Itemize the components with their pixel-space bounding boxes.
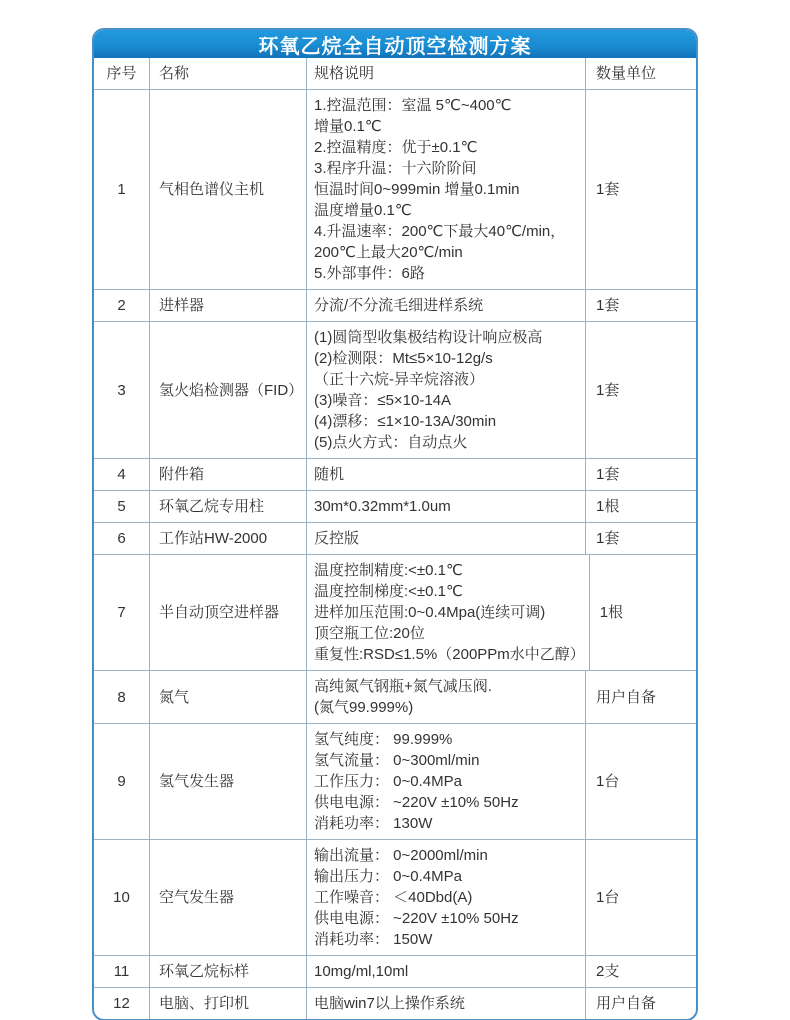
table-row — [94, 670, 696, 723]
spec-line: 供电电源： ~220V ±10% 50Hz — [314, 910, 519, 927]
spec-line: 顶空瓶工位:20位 — [314, 625, 425, 642]
spec-line: 氢气纯度： 99.999% — [314, 731, 453, 748]
row-no-cell: 10 — [94, 840, 150, 955]
spec-line: 工作噪音： ＜40Dbd(A) — [314, 889, 473, 906]
spec-line: (氮气99.999%) — [314, 699, 414, 716]
row-spec-cell — [307, 988, 586, 1019]
table-row — [94, 987, 696, 1019]
row-spec-cell — [307, 555, 590, 670]
row-no-cell: 11 — [94, 956, 150, 987]
spec-line: 反控版 — [314, 530, 360, 547]
row-qty-cell: 1套 — [596, 530, 620, 547]
table-row — [94, 490, 696, 522]
table-row — [94, 522, 696, 554]
row-spec-cell — [307, 322, 586, 458]
row-qty-cell: 1根 — [599, 604, 624, 621]
row-no-cell: 6 — [94, 523, 150, 554]
row-name-cell: 空气发生器 — [150, 840, 307, 955]
row-qty-cell: 1套 — [596, 466, 620, 483]
row-name-cell: 环氧乙烷专用柱 — [150, 491, 307, 522]
spec-line: 输出压力： 0~0.4MPa — [314, 868, 462, 885]
spec-line: (1)圆筒型收集极结构设计响应极高 — [314, 329, 543, 346]
spec-line: 200℃上最大20℃/min — [314, 244, 463, 261]
spec-line: 增量0.1℃ — [314, 118, 382, 135]
row-spec-cell — [307, 724, 586, 839]
row-spec-cell — [307, 956, 586, 987]
table-row — [94, 321, 696, 458]
row-name-cell: 半自动顶空进样器 — [150, 555, 307, 670]
header-col-name: 名称 — [150, 58, 307, 89]
row-no-cell: 3 — [94, 322, 150, 458]
row-no-cell: 4 — [94, 459, 150, 490]
table-row — [94, 955, 696, 987]
row-name-cell: 氢气发生器 — [150, 724, 307, 839]
spec-line: 1.控温范围：室温 5℃~400℃ — [314, 97, 512, 114]
row-qty-cell: 1台 — [596, 773, 620, 790]
spec-line: 5.外部事件：6路 — [314, 265, 425, 282]
row-no-cell: 2 — [94, 290, 150, 321]
spec-line: 进样加压范围:0~0.4Mpa(连续可调) — [314, 604, 546, 621]
row-no-cell: 1 — [94, 90, 150, 289]
row-no-cell: 9 — [94, 724, 150, 839]
table-header-row — [94, 58, 696, 89]
table-row — [94, 839, 696, 955]
row-name-cell: 氢火焰检测器（FID） — [150, 322, 307, 458]
row-name-cell: 附件箱 — [150, 459, 307, 490]
row-no-cell: 5 — [94, 491, 150, 522]
spec-table — [92, 28, 698, 1020]
spec-line: 4.升温速率：200℃下最大40℃/min， — [314, 223, 566, 240]
row-no-cell: 8 — [94, 671, 150, 723]
row-spec-cell — [307, 459, 586, 490]
spec-line: 重复性:RSD≤1.5%（200PPm水中乙醇） — [314, 646, 585, 663]
row-spec-cell — [307, 290, 586, 321]
spec-line: (5)点火方式：自动点火 — [314, 434, 468, 451]
spec-line: 高纯氮气钢瓶+氮气减压阀. — [314, 678, 492, 695]
spec-line: 恒温时间0~999min 增量0.1min — [314, 181, 520, 198]
header-col-no: 序号 — [94, 58, 150, 89]
row-spec-cell — [307, 491, 586, 522]
spec-line: 温度控制梯度:<±0.1℃ — [314, 583, 463, 600]
spec-line: (4)漂移：≤1×10-13A/30min — [314, 413, 497, 430]
row-no-cell: 12 — [94, 988, 150, 1019]
table-body — [94, 89, 696, 1019]
spec-line: 电脑win7以上操作系统 — [314, 995, 465, 1012]
row-name-cell: 气相色谱仪主机 — [150, 90, 307, 289]
spec-line: 温度控制精度:<±0.1℃ — [314, 562, 463, 579]
row-qty-cell: 2支 — [596, 963, 620, 980]
header-col-qty: 数量单位 — [596, 65, 657, 82]
spec-line: 2.控温精度：优于±0.1℃ — [314, 139, 478, 156]
row-no-cell: 7 — [94, 555, 150, 670]
spec-line: 10mg/ml,10ml — [314, 963, 409, 980]
spec-line: 输出流量： 0~2000ml/min — [314, 847, 488, 864]
row-spec-cell — [307, 523, 586, 554]
row-qty-cell: 1套 — [596, 297, 620, 314]
spec-line: 供电电源： ~220V ±10% 50Hz — [314, 794, 519, 811]
spec-line: 温度增量0.1℃ — [314, 202, 412, 219]
spec-line: 随机 — [314, 466, 345, 483]
header-col-spec: 规格说明 — [307, 58, 586, 89]
spec-line: (2)检测限：Mt≤5×10-12g/s — [314, 350, 493, 367]
table-row — [94, 458, 696, 490]
row-qty-cell: 1套 — [596, 181, 620, 198]
row-name-cell: 电脑、打印机 — [150, 988, 307, 1019]
row-qty-cell: 1套 — [596, 381, 620, 399]
spec-line: 3.程序升温：十六阶阶间 — [314, 160, 477, 177]
row-qty-cell: 1台 — [596, 889, 620, 906]
spec-line: 30m*0.32mm*1.0um — [314, 498, 451, 515]
spec-line: 消耗功率： 150W — [314, 931, 433, 948]
spec-line: 分流/不分流毛细进样系统 — [314, 297, 484, 314]
row-qty-cell: 1根 — [596, 498, 620, 515]
table-row — [94, 89, 696, 289]
row-spec-cell — [307, 671, 586, 723]
row-spec-cell — [307, 840, 586, 955]
table-row — [94, 723, 696, 839]
table-title: 环氧乙烷全自动顶空检测方案 — [94, 30, 696, 58]
row-name-cell: 环氧乙烷标样 — [150, 956, 307, 987]
row-qty-cell: 用户自备 — [596, 995, 657, 1012]
table-row — [94, 289, 696, 321]
spec-line: （正十六烷-异辛烷溶液） — [314, 371, 484, 388]
row-qty-cell: 用户自备 — [596, 688, 657, 706]
table-row — [94, 554, 696, 670]
row-name-cell: 进样器 — [150, 290, 307, 321]
spec-line: 消耗功率： 130W — [314, 815, 433, 832]
row-name-cell: 工作站HW-2000 — [150, 523, 307, 554]
spec-line: (3)噪音：≤5×10-14A — [314, 392, 452, 409]
row-spec-cell — [307, 90, 586, 289]
spec-line: 氢气流量： 0~300ml/min — [314, 752, 480, 769]
row-name-cell: 氮气 — [150, 671, 307, 723]
spec-line: 工作压力： 0~0.4MPa — [314, 773, 462, 790]
